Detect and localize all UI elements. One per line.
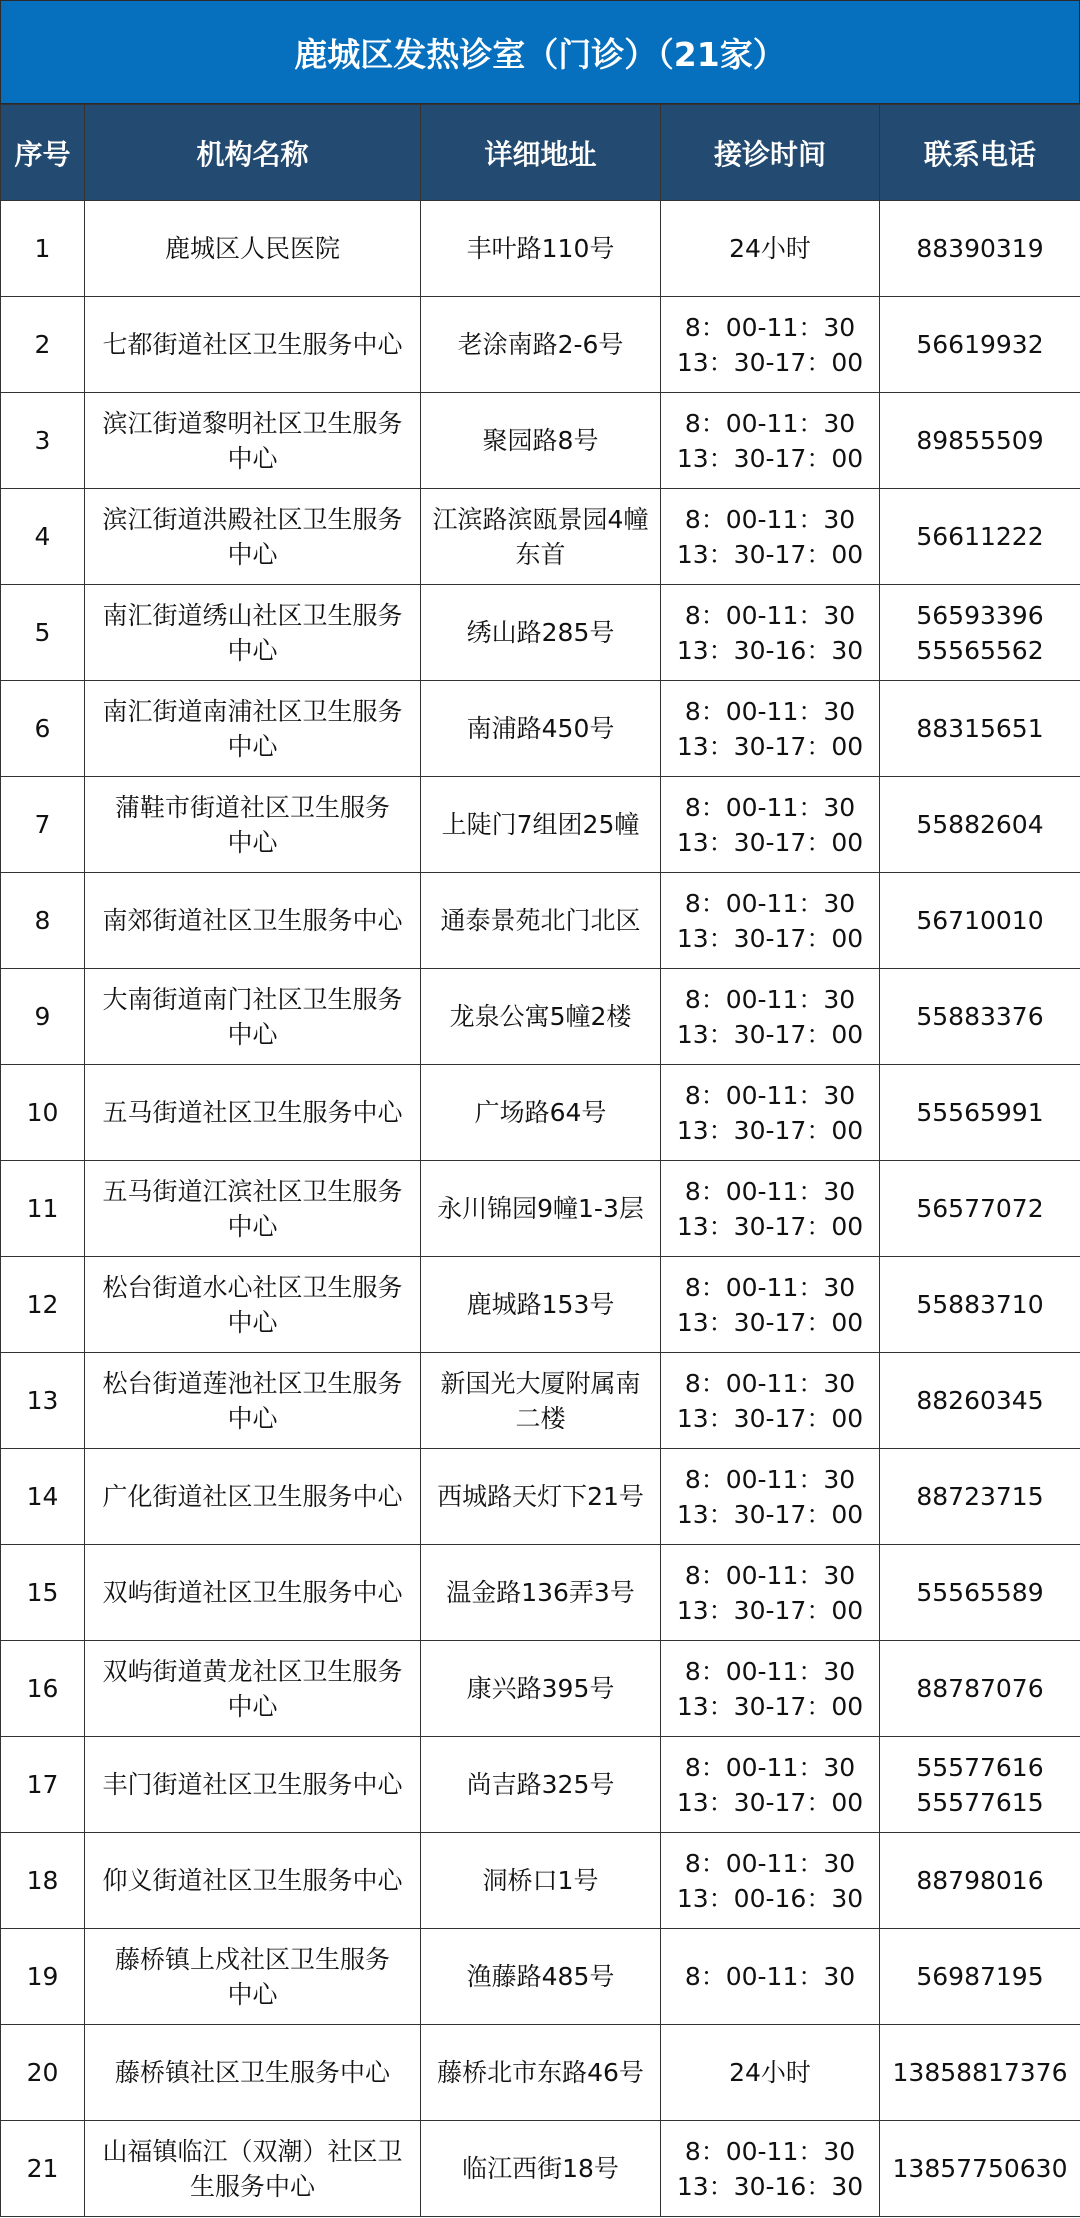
cell-address-line: 温金路136弄3号 <box>446 1578 635 1607</box>
cell-hours-line: 13：30-17：00 <box>676 1211 864 1241</box>
cell-address-line: 丰叶路110号 <box>466 234 615 263</box>
cell-phone-line: 88260345 <box>916 1386 1044 1415</box>
cell-address-line: 南浦路450号 <box>466 714 615 743</box>
cell-address <box>421 873 661 969</box>
cell-phone <box>880 1449 1080 1545</box>
cell-address-line: 临江西街18号 <box>462 2154 619 2183</box>
cell-hours-line: 24小时 <box>729 2058 811 2087</box>
cell-address-line: 龙泉公寓5幢2楼 <box>449 1002 632 1031</box>
cell-hours <box>661 393 880 489</box>
cell-institution <box>85 777 421 873</box>
cell-index: 15 <box>1 1545 85 1641</box>
header-institution: 机构名称 <box>85 105 421 201</box>
cell-address <box>421 489 661 585</box>
cell-hours-line: 8：00-11：30 <box>684 1962 856 1991</box>
cell-hours <box>661 201 880 297</box>
header-address: 详细地址 <box>421 105 661 201</box>
cell-address-line: 新国光大厦附属南 <box>440 1368 641 1398</box>
cell-address <box>421 1449 661 1545</box>
cell-institution-line: 南汇街道绣山社区卫生服务 <box>102 600 403 630</box>
cell-phone-line: 88390319 <box>916 234 1044 263</box>
cell-index: 2 <box>1 297 85 393</box>
cell-address <box>421 1353 661 1449</box>
cell-hours <box>661 297 880 393</box>
cell-index: 11 <box>1 1161 85 1257</box>
table-body <box>1 201 1080 2217</box>
table-row <box>1 1737 1080 1833</box>
cell-phone-line: 88798016 <box>916 1866 1044 1895</box>
table-row <box>1 297 1080 393</box>
cell-hours-line: 13：30-17：00 <box>676 1115 864 1145</box>
cell-address-line: 上陡门7组团25幢 <box>441 810 640 839</box>
cell-index: 5 <box>1 585 85 681</box>
cell-phone <box>880 777 1080 873</box>
cell-hours-line: 13：30-17：00 <box>676 347 864 377</box>
cell-address-line: 藤桥北市东路46号 <box>437 2058 644 2087</box>
header-phone: 联系电话 <box>880 105 1080 201</box>
table-row <box>1 1161 1080 1257</box>
cell-hours-line: 8：00-11：30 <box>684 792 856 822</box>
cell-institution <box>85 681 421 777</box>
cell-hours-line: 13：30-17：00 <box>676 1499 864 1529</box>
cell-institution <box>85 1257 421 1353</box>
cell-hours-line: 8：00-11：30 <box>684 1656 856 1686</box>
header-index: 序号 <box>1 105 85 201</box>
cell-institution-line: 滨江街道黎明社区卫生服务 <box>102 408 403 438</box>
table-row <box>1 777 1080 873</box>
cell-institution-line: 藤桥镇社区卫生服务中心 <box>114 2058 390 2087</box>
cell-phone-line: 88315651 <box>916 714 1044 743</box>
cell-address <box>421 201 661 297</box>
cell-institution <box>85 2025 421 2121</box>
cell-institution <box>85 1545 421 1641</box>
cell-address <box>421 297 661 393</box>
cell-phone-line: 55577616 <box>916 1752 1044 1782</box>
cell-index: 19 <box>1 1929 85 2025</box>
table-row <box>1 1353 1080 1449</box>
cell-institution <box>85 1833 421 1929</box>
cell-hours-line: 8：00-11：30 <box>684 1464 856 1494</box>
cell-institution-line: 山福镇临江（双潮）社区卫 <box>102 2136 403 2166</box>
cell-hours-line: 13：30-17：00 <box>676 923 864 953</box>
cell-hours <box>661 1737 880 1833</box>
table-row <box>1 1257 1080 1353</box>
cell-phone <box>880 1065 1080 1161</box>
cell-phone <box>880 1929 1080 2025</box>
cell-hours <box>661 1641 880 1737</box>
cell-phone-line: 88787076 <box>916 1674 1044 1703</box>
cell-phone <box>880 297 1080 393</box>
cell-phone-line: 88723715 <box>916 1482 1044 1511</box>
cell-institution <box>85 585 421 681</box>
cell-institution-line: 中心 <box>227 539 278 569</box>
cell-hours <box>661 585 880 681</box>
cell-institution <box>85 201 421 297</box>
cell-phone <box>880 1257 1080 1353</box>
cell-hours-line: 8：00-11：30 <box>684 1848 856 1878</box>
cell-hours-line: 8：00-11：30 <box>684 2136 856 2166</box>
cell-hours-line: 13：30-17：00 <box>676 1019 864 1049</box>
cell-phone <box>880 1545 1080 1641</box>
cell-hours <box>661 681 880 777</box>
cell-phone <box>880 489 1080 585</box>
cell-institution <box>85 1929 421 2025</box>
cell-hours-line: 13：30-17：00 <box>676 731 864 761</box>
cell-institution-line: 仰义街道社区卫生服务中心 <box>102 1866 403 1895</box>
cell-institution <box>85 1161 421 1257</box>
cell-institution-line: 丰门街道社区卫生服务中心 <box>102 1770 403 1799</box>
cell-hours <box>661 1833 880 1929</box>
cell-hours-line: 8：00-11：30 <box>684 696 856 726</box>
cell-address-line: 东首 <box>515 539 566 569</box>
cell-phone <box>880 1353 1080 1449</box>
cell-index: 8 <box>1 873 85 969</box>
cell-index: 9 <box>1 969 85 1065</box>
cell-institution-line: 大南街道南门社区卫生服务 <box>102 984 403 1014</box>
cell-hours-line: 8：00-11：30 <box>684 1560 856 1590</box>
cell-index: 18 <box>1 1833 85 1929</box>
cell-phone-line: 56611222 <box>916 522 1044 551</box>
cell-institution-line: 鹿城区人民医院 <box>164 234 340 263</box>
cell-index: 1 <box>1 201 85 297</box>
cell-institution-line: 松台街道水心社区卫生服务 <box>102 1272 403 1302</box>
cell-institution-line: 中心 <box>227 1979 278 2009</box>
cell-phone <box>880 585 1080 681</box>
cell-hours-line: 8：00-11：30 <box>684 984 856 1014</box>
cell-institution <box>85 1737 421 1833</box>
cell-hours-line: 13：30-16：30 <box>676 635 864 665</box>
cell-institution <box>85 969 421 1065</box>
cell-hours-line: 13：30-17：00 <box>676 539 864 569</box>
cell-hours-line: 24小时 <box>729 234 811 263</box>
cell-address <box>421 1929 661 2025</box>
cell-institution-line: 五马街道江滨社区卫生服务 <box>102 1176 403 1206</box>
cell-institution <box>85 297 421 393</box>
cell-phone <box>880 681 1080 777</box>
cell-address <box>421 393 661 489</box>
cell-address-line: 老涂南路2-6号 <box>457 330 624 359</box>
cell-hours-line: 8：00-11：30 <box>684 408 856 438</box>
cell-institution <box>85 1353 421 1449</box>
cell-institution-line: 松台街道莲池社区卫生服务 <box>102 1368 403 1398</box>
cell-address-line: 二楼 <box>515 1403 566 1433</box>
cell-address <box>421 1065 661 1161</box>
table-row <box>1 1545 1080 1641</box>
table-row <box>1 1065 1080 1161</box>
cell-institution <box>85 489 421 585</box>
cell-hours-line: 8：00-11：30 <box>684 1752 856 1782</box>
cell-hours-line: 13：30-17：00 <box>676 443 864 473</box>
cell-institution-line: 中心 <box>227 731 278 761</box>
cell-institution-line: 广化街道社区卫生服务中心 <box>102 1482 403 1511</box>
table-row <box>1 585 1080 681</box>
cell-hours-line: 8：00-11：30 <box>684 312 856 342</box>
cell-address-line: 西城路天灯下21号 <box>437 1482 644 1511</box>
cell-hours-line: 13：00-16：30 <box>676 1883 864 1913</box>
cell-hours-line: 13：30-17：00 <box>676 1307 864 1337</box>
table-row <box>1 681 1080 777</box>
cell-hours-line: 8：00-11：30 <box>684 600 856 630</box>
cell-phone-line: 13858817376 <box>892 2058 1068 2087</box>
header-row <box>1 105 1080 201</box>
cell-hours-line: 13：30-16：30 <box>676 2171 864 2201</box>
cell-address <box>421 1161 661 1257</box>
cell-phone-line: 55565991 <box>916 1098 1044 1127</box>
cell-institution-line: 中心 <box>227 443 278 473</box>
cell-index: 3 <box>1 393 85 489</box>
table-row <box>1 873 1080 969</box>
cell-index: 20 <box>1 2025 85 2121</box>
cell-index: 6 <box>1 681 85 777</box>
cell-address-line: 鹿城路153号 <box>466 1290 615 1319</box>
cell-institution-line: 中心 <box>227 635 278 665</box>
cell-index: 14 <box>1 1449 85 1545</box>
cell-index: 13 <box>1 1353 85 1449</box>
cell-institution <box>85 393 421 489</box>
cell-phone-line: 13857750630 <box>892 2154 1068 2183</box>
cell-index: 7 <box>1 777 85 873</box>
cell-hours <box>661 1545 880 1641</box>
cell-address-line: 永川锦园9幢1-3层 <box>437 1194 644 1223</box>
cell-address <box>421 1545 661 1641</box>
header-hours: 接诊时间 <box>661 105 880 201</box>
cell-address <box>421 1737 661 1833</box>
cell-phone-line: 55883710 <box>916 1290 1044 1319</box>
cell-hours <box>661 1449 880 1545</box>
cell-phone <box>880 1161 1080 1257</box>
clinic-table <box>0 104 1080 2217</box>
cell-address <box>421 585 661 681</box>
cell-phone-line: 56987195 <box>916 1962 1044 1991</box>
cell-hours <box>661 1353 880 1449</box>
cell-institution <box>85 2121 421 2217</box>
cell-hours-line: 13：30-17：00 <box>676 1595 864 1625</box>
table-row <box>1 393 1080 489</box>
cell-institution-line: 双屿街道社区卫生服务中心 <box>102 1578 403 1607</box>
cell-address <box>421 681 661 777</box>
cell-institution-line: 中心 <box>227 1019 278 1049</box>
cell-address-line: 尚吉路325号 <box>466 1770 615 1799</box>
cell-institution-line: 七都街道社区卫生服务中心 <box>102 330 403 359</box>
cell-phone-line: 55565589 <box>916 1578 1044 1607</box>
cell-hours <box>661 489 880 585</box>
table-row <box>1 2121 1080 2217</box>
table-row <box>1 969 1080 1065</box>
cell-institution-line: 南汇街道南浦社区卫生服务 <box>102 696 403 726</box>
cell-institution <box>85 873 421 969</box>
cell-phone <box>880 393 1080 489</box>
cell-hours-line: 8：00-11：30 <box>684 1368 856 1398</box>
cell-address-line: 广场路64号 <box>474 1098 607 1127</box>
cell-index: 4 <box>1 489 85 585</box>
table-row <box>1 1833 1080 1929</box>
cell-hours <box>661 1257 880 1353</box>
table-row <box>1 1641 1080 1737</box>
cell-phone <box>880 969 1080 1065</box>
cell-institution-line: 滨江街道洪殿社区卫生服务 <box>102 504 403 534</box>
cell-phone-line: 56577072 <box>916 1194 1044 1223</box>
cell-address-line: 通泰景苑北门北区 <box>440 906 641 935</box>
cell-address <box>421 1833 661 1929</box>
cell-institution-line: 中心 <box>227 1211 278 1241</box>
cell-institution-line: 中心 <box>227 1403 278 1433</box>
cell-hours-line: 13：30-17：00 <box>676 1403 864 1433</box>
table-row <box>1 2025 1080 2121</box>
cell-address <box>421 969 661 1065</box>
cell-hours <box>661 969 880 1065</box>
cell-hours <box>661 777 880 873</box>
cell-hours <box>661 1161 880 1257</box>
cell-index: 21 <box>1 2121 85 2217</box>
cell-hours-line: 8：00-11：30 <box>684 1176 856 1206</box>
cell-hours <box>661 2025 880 2121</box>
cell-institution-line: 南郊街道社区卫生服务中心 <box>102 906 403 935</box>
table-row <box>1 1929 1080 2025</box>
cell-institution <box>85 1449 421 1545</box>
cell-institution-line: 蒲鞋市街道社区卫生服务 <box>114 792 390 822</box>
cell-address-line: 康兴路395号 <box>466 1674 615 1703</box>
cell-address-line: 江滨路滨瓯景园4幢 <box>432 504 649 534</box>
cell-hours-line: 8：00-11：30 <box>684 888 856 918</box>
cell-index: 16 <box>1 1641 85 1737</box>
cell-hours <box>661 1929 880 2025</box>
cell-phone-line: 55882604 <box>916 810 1044 839</box>
cell-phone-line: 56593396 <box>916 600 1044 630</box>
cell-address-line: 渔藤路485号 <box>466 1962 615 1991</box>
cell-address-line: 洞桥口1号 <box>482 1866 599 1895</box>
cell-address-line: 聚园路8号 <box>482 426 599 455</box>
cell-phone <box>880 1737 1080 1833</box>
cell-phone <box>880 873 1080 969</box>
cell-phone-line: 55883376 <box>916 1002 1044 1031</box>
cell-hours <box>661 2121 880 2217</box>
cell-phone-line: 55565562 <box>916 635 1044 665</box>
cell-phone-line: 56619932 <box>916 330 1044 359</box>
cell-phone <box>880 201 1080 297</box>
cell-institution <box>85 1641 421 1737</box>
cell-phone-line: 56710010 <box>916 906 1044 935</box>
cell-index: 10 <box>1 1065 85 1161</box>
cell-institution-line: 中心 <box>227 1691 278 1721</box>
cell-phone <box>880 1833 1080 1929</box>
cell-index: 12 <box>1 1257 85 1353</box>
table-row <box>1 201 1080 297</box>
cell-address <box>421 2121 661 2217</box>
cell-address <box>421 1641 661 1737</box>
cell-institution-line: 五马街道社区卫生服务中心 <box>102 1098 403 1127</box>
cell-institution-line: 藤桥镇上戍社区卫生服务 <box>114 1944 390 1974</box>
cell-phone <box>880 1641 1080 1737</box>
cell-hours-line: 8：00-11：30 <box>684 1080 856 1110</box>
cell-phone <box>880 2025 1080 2121</box>
cell-institution-line: 中心 <box>227 1307 278 1337</box>
cell-institution-line: 双屿街道黄龙社区卫生服务 <box>102 1656 403 1686</box>
cell-address-line: 绣山路285号 <box>466 618 615 647</box>
cell-phone-line: 89855509 <box>916 426 1044 455</box>
table-title: 鹿城区发热诊室（门诊）（21家） <box>0 0 1080 104</box>
cell-phone <box>880 2121 1080 2217</box>
cell-address <box>421 777 661 873</box>
cell-address <box>421 1257 661 1353</box>
cell-phone-line: 55577615 <box>916 1787 1044 1817</box>
table-row <box>1 1449 1080 1545</box>
cell-institution-line: 中心 <box>227 827 278 857</box>
cell-hours-line: 8：00-11：30 <box>684 1272 856 1302</box>
cell-hours-line: 13：30-17：00 <box>676 827 864 857</box>
cell-address <box>421 2025 661 2121</box>
cell-hours-line: 8：00-11：30 <box>684 504 856 534</box>
cell-index: 17 <box>1 1737 85 1833</box>
cell-institution-line: 生服务中心 <box>189 2171 315 2201</box>
cell-institution <box>85 1065 421 1161</box>
table-row <box>1 489 1080 585</box>
cell-hours-line: 13：30-17：00 <box>676 1691 864 1721</box>
cell-hours <box>661 873 880 969</box>
cell-hours <box>661 1065 880 1161</box>
cell-hours-line: 13：30-17：00 <box>676 1787 864 1817</box>
